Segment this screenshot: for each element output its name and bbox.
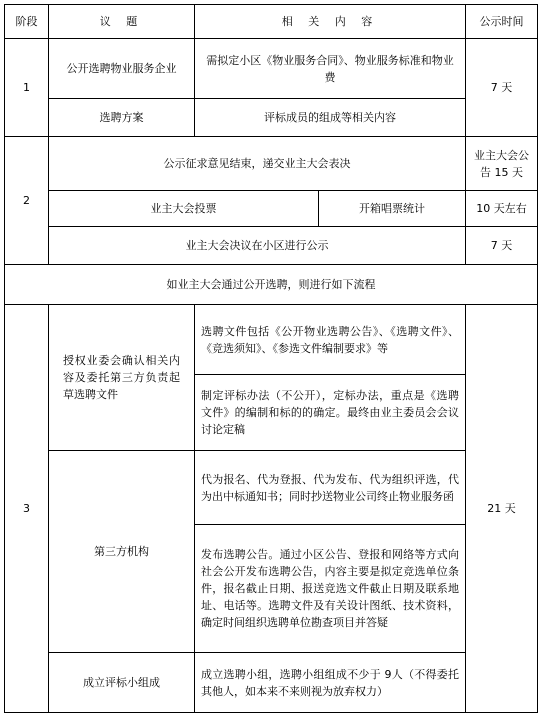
stage3-group2-item1: 代为报名、代为登报、代为发布、代为组织评选，代为出中标通知书；同时抄送物业公司终止物业服务函 (195, 451, 466, 525)
stage3-group2-item2: 发布选聘公告。通过小区公告、登报和网络等方式向社会公开发布选聘公告，内容主要是拟定竞选单位条件，报名截止日期、报送竞选文件截止日期及联系地址、电话等。选聘文件及有关设计图纸、技术资料，确定时间组织选聘单位勘查项目并答疑 (195, 525, 466, 653)
stage3-number: 3 (5, 305, 49, 713)
stage3-row5 (5, 653, 538, 713)
stage3-row3 (5, 451, 538, 525)
stage2-row2-content: 开箱唱票统计 (319, 191, 466, 227)
stage3-group2-topic: 第三方机构 (49, 451, 195, 653)
stage2-row2-topic: 业主大会投票 (49, 191, 319, 227)
stage1-row2 (5, 99, 538, 137)
stage3-group1-topic: 授权业委会确认相关内容及委托第三方负责起草选聘文件 (49, 305, 195, 451)
stage2-row3 (5, 227, 538, 265)
stage3-time: 21 天 (466, 305, 538, 713)
selection-process-table (4, 4, 538, 713)
stage2-row3-time: 7 天 (466, 227, 538, 265)
header-topic: 议 题 (49, 5, 195, 39)
stage2-row2 (5, 191, 538, 227)
stage1-row2-content: 评标成员的组成等相关内容 (195, 99, 466, 137)
stage2-row1 (5, 137, 538, 191)
stage2-row3-content: 业主大会决议在小区进行公示 (49, 227, 466, 265)
stage1-number: 1 (5, 39, 49, 137)
notice-row (5, 265, 538, 305)
header-row (5, 5, 538, 39)
stage1-time: 7 天 (466, 39, 538, 137)
header-stage: 阶段 (5, 5, 49, 39)
stage3-group3-topic: 成立评标小组成 (49, 653, 195, 713)
stage2-row1-content: 公示征求意见结束，递交业主大会表决 (49, 137, 466, 191)
stage1-row1 (5, 39, 538, 99)
stage2-row1-time: 业主大会公告 15 天 (466, 137, 538, 191)
stage1-row2-topic: 选聘方案 (49, 99, 195, 137)
stage2-number: 2 (5, 137, 49, 265)
stage1-row1-topic: 公开选聘物业服务企业 (49, 39, 195, 99)
stage1-row1-content: 需拟定小区《物业服务合同》、物业服务标准和物业费 (195, 39, 466, 99)
notice-text: 如业主大会通过公开选聘，则进行如下流程 (5, 265, 538, 305)
stage3-group1-item2: 制定评标办法（不公开），定标办法，重点是《选聘文件》的编制和标的的确定。最终由业主委员会会议讨论定稿 (195, 375, 466, 451)
header-content: 相 关 内 容 (195, 5, 466, 39)
stage2-row2-time: 10 天左右 (466, 191, 538, 227)
stage3-group3-item1: 成立选聘小组，选聘小组组成不少于 9人（不得委托其他人，如本来不来则视为放弃权力） (195, 653, 466, 713)
stage3-group1-item1: 选聘文件包括《公开物业选聘公告》、《选聘文件》、《竞选须知》、《参选文件编制要求》等 (195, 305, 466, 375)
header-time: 公示时间 (466, 5, 538, 39)
stage3-row1 (5, 305, 538, 375)
